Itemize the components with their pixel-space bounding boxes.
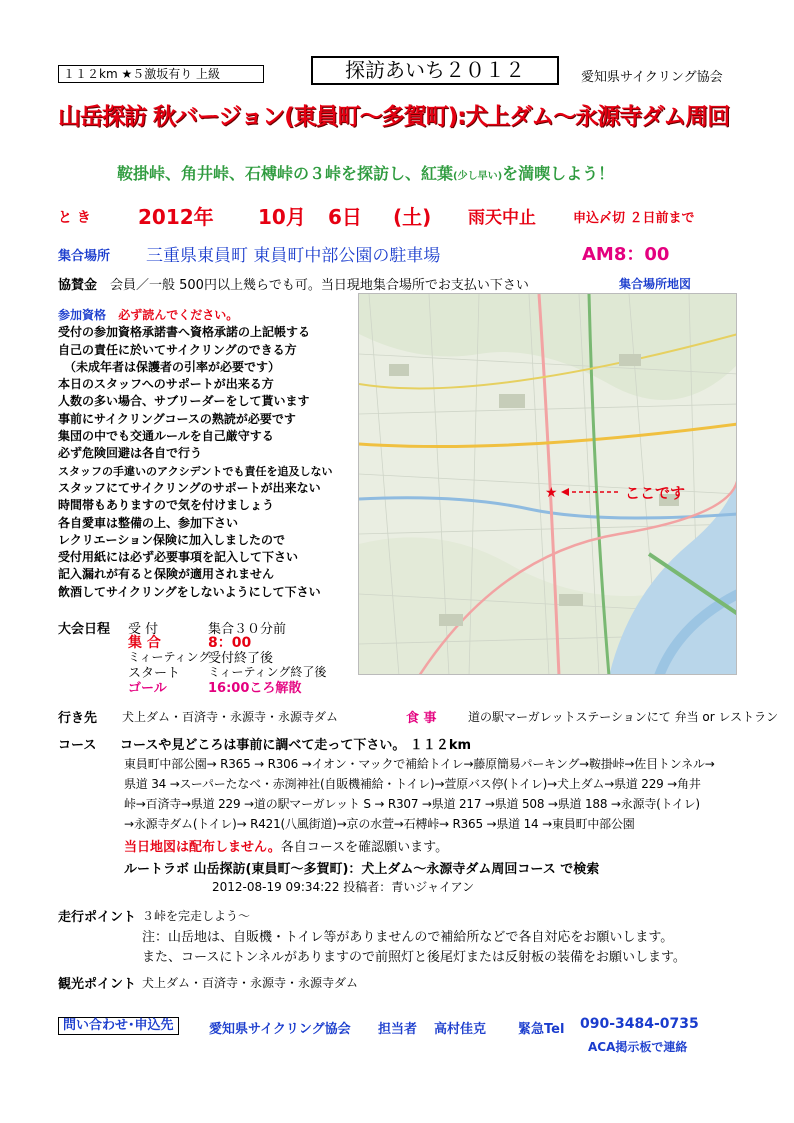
- list-item: （未成年者は保護者の引率が必要です）: [64, 359, 281, 374]
- meeting-place-map: [358, 293, 737, 675]
- course-info: １１２km ★５激坂有り 上級: [63, 67, 221, 81]
- list-item: 必ず危険回避は各自で行う: [58, 446, 203, 461]
- qualification-heading: [58, 307, 358, 324]
- contact-label: 問い合わせ･申込先: [63, 1018, 174, 1033]
- subtitle-small: (少し早い): [453, 171, 503, 182]
- contact-person-label: 担当者: [378, 1022, 418, 1037]
- contact-emergency: 緊急Tel: [518, 1022, 565, 1037]
- qualification-note: 必ず読んでください。: [118, 308, 239, 322]
- destination-row: [58, 707, 779, 726]
- contact-person: 高村佳克: [434, 1022, 487, 1037]
- gather-label: 集 合: [128, 635, 161, 651]
- list-item: 飲酒してサイクリングをしないようにして下さい: [58, 584, 321, 599]
- list-item: 受付の参加資格承諾書へ資格承諾の上記帳する: [58, 325, 311, 340]
- points-label: 走行ポイント: [58, 910, 137, 925]
- map-star-icon: ★: [545, 485, 558, 501]
- goal-value: [208, 677, 301, 696]
- meal-text: 道の駅マーガレットステーションにて 弁当 or レストラン: [468, 710, 779, 724]
- course-label: コース: [58, 738, 97, 753]
- subtitle-end: を満喫しよう！: [502, 164, 615, 183]
- no-map-red: 当日地図は配布しません。: [124, 840, 281, 855]
- points-note2: また、コースにトンネルがありますので前照灯と後尾灯または反射板の装備をお願いします。: [142, 950, 686, 965]
- sightseeing-label: 観光ポイント: [58, 977, 137, 992]
- no-map-rest: 各自コースを確認願います。: [280, 840, 449, 855]
- date-label: と き: [58, 210, 91, 226]
- destination-text: 犬上ダム・百済寺・永源寺・永源寺ダム: [122, 710, 339, 724]
- list-item: 人数の多い場合、サブリーダーをして貰います: [58, 394, 310, 409]
- schedule-label: 大会日程: [58, 622, 111, 637]
- fee-row: [58, 274, 748, 292]
- series-title: 探訪あいち２０１２: [345, 58, 525, 82]
- course-intro: コースや見どころは事前に調べて走って下さい。 １１２km: [120, 738, 472, 753]
- page-title: 山岳探訪 秋バージョン(東員町～多賀町):犬上ダム～永源寺ダム周回: [58, 104, 730, 130]
- date-row: [58, 201, 748, 231]
- gather-value: 8：00: [208, 635, 252, 651]
- contact-board: ACA掲示板で連絡: [588, 1040, 688, 1054]
- list-item: 本日のスタッフへのサポートが出来る方: [58, 377, 274, 392]
- fee-text: 会員／一般 500円以上幾らでも可。当日現地集合場所でお支払い下さい: [110, 278, 529, 293]
- date-day: 6日: [328, 205, 362, 229]
- list-item: スタッフにてサイクリングのサポートが出来ない: [58, 480, 321, 495]
- sightseeing-row: [58, 973, 748, 991]
- points-text: ３峠を完走しよう～: [142, 909, 251, 923]
- meeting-row: [58, 238, 748, 266]
- fee-label: 協賛金: [58, 278, 98, 293]
- list-item: スタッフの手違いのアクシデントでも責任を追及しない: [58, 464, 333, 478]
- posted-line: 2012-08-19 09:34:22 投稿者：青いジャイアン: [212, 880, 475, 894]
- meeting-value-sched: 受付終了後: [208, 651, 274, 666]
- destination-label: 行き先: [58, 711, 98, 726]
- list-item: 記入漏れが有ると保険が適用されません: [58, 567, 275, 582]
- date-month: 10月: [258, 205, 306, 229]
- header-organizer: 愛知県サイクリング協会: [581, 70, 723, 85]
- date-year: 2012年: [138, 205, 214, 229]
- goal-time: 16:00ころ: [208, 681, 276, 696]
- schedule-section: [58, 617, 358, 699]
- meeting-label-sched: ミィーティング: [128, 650, 211, 664]
- course-section: [58, 734, 758, 894]
- route-line: →永源寺ダム(トイレ)→ R421(八風街道)→京の水萱→石榑峠→ R365 →県道 14 →東員町中部公園: [124, 817, 635, 831]
- list-item: 自己の責任に於いてサイクリングのできる方: [58, 342, 297, 357]
- goal-label: ゴール: [128, 681, 167, 696]
- meeting-label: 集合場所: [58, 249, 111, 264]
- contact-label-box: [58, 1017, 179, 1035]
- series-title-box: [311, 56, 559, 85]
- no-map-notice: [124, 836, 448, 855]
- contact-phone: 090-3484-0735: [580, 1016, 699, 1032]
- route-line: 県道 34 →スーパーたなべ・赤渕神社(自販機補給・トイレ)→萱原バス停(トイレ)→犬上ダム→県道 229 →角井: [124, 777, 701, 791]
- date-deadline: 申込〆切 ２日前まで: [573, 211, 695, 226]
- meeting-time: AM8：00: [582, 244, 670, 265]
- course-info-box: [58, 65, 264, 83]
- route-line: 東員町中部公園→ R365 → R306 →イオン・マックで補給トイレ→藤原簡易パーキング→鞍掛峠→佐目トンネル→: [124, 757, 715, 771]
- meeting-place: 三重県東員町 東員町中部公園の駐車場: [146, 246, 441, 266]
- list-item: 時間帯もありますので気を付けましょう: [58, 498, 275, 513]
- date-rain: 雨天中止: [468, 208, 536, 228]
- date-weekday: (土): [393, 205, 432, 229]
- routelab-line: ルートラボ 山岳探訪(東員町～多賀町)：犬上ダム～永源寺ダム周回コース で検索: [124, 862, 600, 877]
- arrow-left-icon: [561, 486, 621, 498]
- reception-value: 集合３０分前: [208, 622, 287, 637]
- list-item: 集団の中でも交通ルールを自己厳守する: [58, 429, 274, 444]
- contact-org: 愛知県サイクリング協会: [209, 1022, 351, 1037]
- map-marker-text: ここです: [625, 484, 686, 502]
- sightseeing-text: 犬上ダム・百済寺・永源寺・永源寺ダム: [142, 976, 359, 990]
- list-item: 事前にサイクリングコースの熟読が必要です: [58, 411, 296, 426]
- subtitle: [117, 161, 614, 184]
- meal-label: 食 事: [406, 711, 437, 726]
- map-label: 集合場所地図: [619, 277, 692, 291]
- start-value: ミィーティング終了後: [208, 665, 327, 679]
- goal-suffix: 解散: [275, 681, 302, 696]
- points-section: [58, 906, 758, 966]
- qualification-label: 参加資格: [58, 308, 107, 322]
- list-item: レクリエーション保険に加入しましたので: [58, 532, 286, 547]
- list-item: 受付用紙には必ず必要事項を記入して下さい: [58, 550, 299, 565]
- points-note1: 注：山岳地は、自販機・トイレ等がありませんので補給所などで各自対応をお願いします。: [142, 930, 674, 945]
- list-item: 各自愛車は整備の上、参加下さい: [58, 515, 239, 530]
- reception-label: 受 付: [128, 622, 159, 637]
- course-route: [124, 754, 715, 834]
- qualification-section: [58, 307, 358, 601]
- subtitle-main: 鞍掛峠、角井峠、石榑峠の３峠を探訪し、紅葉: [117, 164, 454, 183]
- start-label: スタート: [128, 666, 181, 681]
- route-line: 峠→百済寺→県道 229 →道の駅マーガレット S → R307 →県道 217 →県道 508 →県道 188 →永源寺(トイレ): [124, 797, 700, 811]
